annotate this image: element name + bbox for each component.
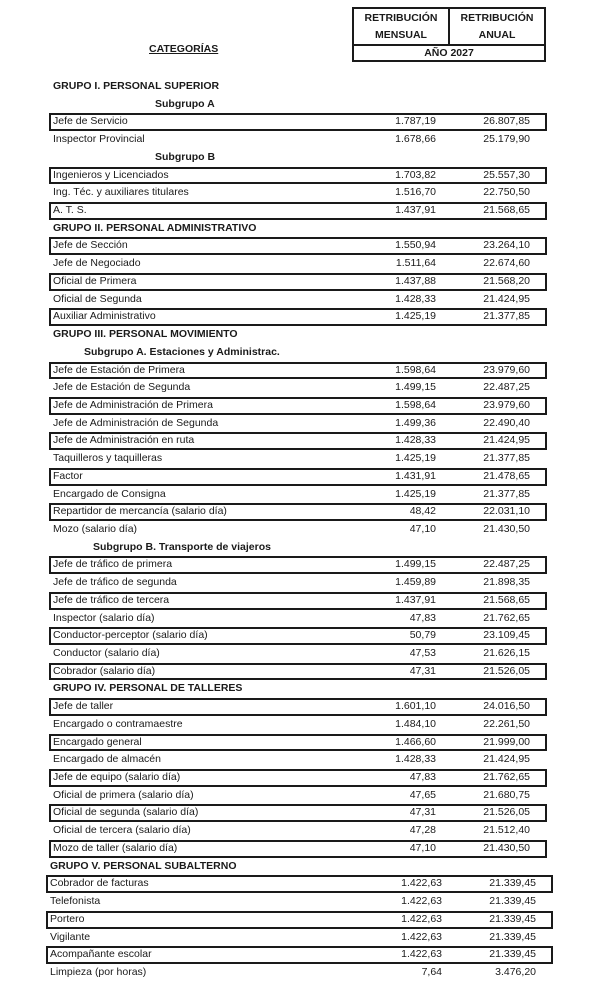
category-label: Mozo de taller (salario día) — [53, 841, 178, 854]
group-title: GRUPO I. PERSONAL SUPERIOR — [53, 80, 220, 92]
table-row — [0, 804, 604, 822]
annual-pay: 22.490,40 — [483, 416, 530, 429]
annual-pay: 21.339,45 — [489, 895, 536, 908]
category-label: Conductor (salario día) — [53, 647, 160, 659]
annual-pay: 22.487,25 — [483, 558, 530, 571]
annual-pay: 21.377,85 — [483, 487, 530, 500]
subgroup-title: Subgrupo A — [155, 97, 215, 110]
monthly-pay: 1.437,88 — [395, 274, 436, 287]
monthly-pay: 1.459,89 — [395, 576, 436, 589]
table-row — [0, 734, 604, 752]
annual-pay: 23.264,10 — [483, 239, 530, 252]
monthly-pay: 1.598,64 — [395, 398, 436, 411]
header-mensual-line1: RETRIBUCIÓN — [364, 12, 438, 24]
group-title: GRUPO II. PERSONAL ADMINISTRATIVO — [53, 221, 257, 234]
header-mensual — [354, 9, 448, 44]
category-label: Acompañante escolar — [50, 948, 152, 961]
category-label: Oficial de tercera (salario día) — [53, 824, 191, 837]
annual-pay: 21.430,50 — [483, 522, 530, 535]
subgroup-title: Subgrupo B — [155, 150, 216, 163]
table-row — [0, 131, 604, 149]
category-label: A. T. S. — [53, 204, 87, 217]
category-label: Limpieza (por horas) — [50, 965, 147, 978]
table-row — [0, 769, 604, 787]
annual-pay: 25.557,30 — [483, 168, 530, 181]
table-row — [0, 255, 604, 273]
category-label: Mozo (salario día) — [53, 522, 138, 535]
category-label: Encargado o contramaestre — [53, 717, 183, 730]
monthly-pay: 1.601,10 — [395, 700, 436, 713]
category-label: Cobrador (salario día) — [53, 664, 156, 677]
monthly-pay: 1.598,64 — [395, 363, 436, 376]
category-label: Jefe de Estación de Primera — [53, 363, 185, 376]
categories-title: CATEGORÍAS — [149, 43, 219, 55]
category-label: Jefe de taller — [53, 700, 114, 713]
monthly-pay: 1.425,19 — [395, 487, 436, 500]
annual-pay: 23.109,45 — [483, 629, 530, 642]
annual-pay: 23.979,60 — [483, 398, 530, 411]
table-row — [0, 663, 604, 681]
table-row — [0, 645, 604, 663]
monthly-pay: 1.499,15 — [395, 558, 436, 571]
category-label: Ingenieros y Licenciados — [53, 168, 169, 181]
annual-pay: 21.626,15 — [483, 647, 530, 659]
monthly-pay: 1.422,63 — [401, 877, 442, 890]
category-label: Auxiliar Administrativo — [53, 310, 156, 323]
table-row — [0, 202, 604, 220]
monthly-pay: 1.422,63 — [401, 948, 442, 961]
monthly-pay: 1.422,63 — [401, 895, 442, 908]
annual-pay: 21.339,45 — [489, 877, 536, 890]
monthly-pay: 1.425,19 — [395, 310, 436, 323]
annual-pay: 21.339,45 — [489, 930, 536, 943]
category-label: Jefe de Administración de Primera — [53, 398, 213, 411]
subgroup-title: Subgrupo A. Estaciones y Administrac. — [84, 345, 280, 358]
salary-table — [0, 78, 604, 982]
category-label: Repartidor de mercancía (salario día) — [53, 505, 227, 518]
table-row — [0, 946, 604, 964]
annual-pay: 26.807,85 — [483, 115, 530, 128]
table-row — [0, 556, 604, 574]
annual-pay: 22.487,25 — [483, 381, 530, 394]
monthly-pay: 47,10 — [409, 841, 436, 854]
table-row — [0, 362, 604, 380]
column-header-box — [352, 7, 546, 62]
table-row — [0, 379, 604, 397]
monthly-pay: 1.422,63 — [401, 912, 442, 925]
monthly-pay: 1.484,10 — [395, 717, 436, 730]
monthly-pay: 1.787,19 — [395, 115, 436, 128]
header-mensual-line2: MENSUAL — [375, 29, 427, 41]
category-label: Jefe de tráfico de primera — [53, 558, 173, 571]
monthly-pay: 47,31 — [409, 664, 436, 677]
annual-pay: 21.526,05 — [483, 806, 530, 819]
category-label: Oficial de primera (salario día) — [53, 788, 194, 801]
monthly-pay: 1.428,33 — [395, 434, 436, 447]
header-anual-line2: ANUAL — [478, 29, 516, 41]
category-label: Factor — [53, 469, 83, 482]
monthly-pay: 1.422,63 — [401, 930, 442, 943]
monthly-pay: 47,53 — [409, 647, 436, 659]
monthly-pay: 1.437,91 — [395, 593, 436, 606]
monthly-pay: 1.425,19 — [395, 452, 436, 465]
table-row — [0, 875, 604, 893]
monthly-pay: 1.499,36 — [395, 416, 436, 429]
monthly-pay: 1.678,66 — [395, 133, 436, 146]
category-label: Ing. Téc. y auxiliares titulares — [53, 186, 189, 199]
annual-pay: 21.999,00 — [483, 735, 530, 748]
monthly-pay: 47,65 — [409, 788, 436, 801]
annual-pay: 21.762,65 — [483, 611, 530, 624]
monthly-pay: 47,28 — [409, 824, 436, 837]
annual-pay: 3.476,20 — [495, 965, 536, 978]
table-row — [0, 397, 604, 415]
annual-pay: 23.979,60 — [483, 363, 530, 376]
category-label: Jefe de Estación de Segunda — [53, 381, 191, 394]
category-label: Portero — [50, 912, 85, 925]
annual-pay: 21.430,50 — [483, 841, 530, 854]
annual-pay: 25.179,90 — [483, 133, 530, 146]
monthly-pay: 1.437,91 — [395, 204, 436, 217]
monthly-pay: 1.428,33 — [395, 753, 436, 766]
category-label: Jefe de equipo (salario día) — [53, 771, 181, 784]
subgroup-title: Subgrupo B. Transporte de viajeros — [93, 540, 271, 553]
monthly-pay: 1.511,64 — [395, 257, 436, 270]
table-row — [0, 521, 604, 539]
annual-pay: 21.424,95 — [483, 292, 530, 305]
annual-pay: 21.568,65 — [483, 204, 530, 217]
group-section — [0, 220, 604, 326]
annual-pay: 22.674,60 — [483, 257, 530, 270]
monthly-pay: 50,79 — [409, 629, 436, 642]
annual-pay: 21.898,35 — [483, 576, 530, 589]
group-section — [0, 680, 604, 857]
table-row — [0, 415, 604, 433]
annual-pay: 21.512,40 — [483, 824, 530, 837]
table-row — [0, 503, 604, 521]
annual-pay: 21.762,65 — [483, 771, 530, 784]
annual-pay: 21.377,85 — [483, 452, 530, 465]
header-year: AÑO 2027 — [424, 47, 474, 59]
table-row — [0, 167, 604, 185]
table-row — [0, 698, 604, 716]
table-row — [0, 893, 604, 911]
category-label: Telefonista — [50, 895, 101, 908]
table-row — [0, 273, 604, 291]
table-row — [0, 716, 604, 734]
annual-pay: 21.339,45 — [489, 912, 536, 925]
monthly-pay: 1.466,60 — [395, 735, 436, 748]
monthly-pay: 48,42 — [409, 505, 436, 518]
table-row — [0, 822, 604, 840]
category-label: Conductor-perceptor (salario día) — [53, 629, 208, 642]
monthly-pay: 1.431,91 — [395, 469, 436, 482]
category-label: Oficial de Primera — [53, 274, 137, 287]
annual-pay: 22.750,50 — [483, 186, 530, 199]
table-row — [0, 113, 604, 131]
table-row — [0, 964, 604, 982]
monthly-pay: 47,83 — [409, 611, 436, 624]
annual-pay: 21.568,65 — [483, 593, 530, 606]
table-row — [0, 929, 604, 947]
group-title: GRUPO III. PERSONAL MOVIMIENTO — [53, 328, 238, 341]
category-label: Jefe de Sección — [53, 239, 128, 252]
category-label: Vigilante — [50, 930, 91, 943]
annual-pay: 24.016,50 — [483, 700, 530, 713]
table-row — [0, 468, 604, 486]
category-label: Encargado de almacén — [53, 753, 161, 766]
monthly-pay: 47,10 — [409, 522, 436, 535]
group-title: GRUPO V. PERSONAL SUBALTERNO — [50, 859, 237, 872]
header-anual — [448, 9, 544, 44]
table-row — [0, 308, 604, 326]
category-label: Jefe de tráfico de segunda — [53, 576, 177, 589]
annual-pay: 21.377,85 — [483, 310, 530, 323]
table-row — [0, 486, 604, 504]
category-label: Inspector Provincial — [53, 133, 145, 146]
annual-pay: 21.478,65 — [483, 469, 530, 482]
monthly-pay: 7,64 — [421, 965, 442, 978]
category-label: Jefe de Negociado — [53, 257, 141, 270]
monthly-pay: 47,83 — [409, 771, 436, 784]
table-row — [0, 840, 604, 858]
group-section — [0, 326, 604, 680]
table-row — [0, 184, 604, 202]
table-row — [0, 237, 604, 255]
category-label: Taquilleros y taquilleras — [53, 452, 163, 465]
table-row — [0, 751, 604, 769]
monthly-pay: 1.499,15 — [395, 381, 436, 394]
annual-pay: 21.568,20 — [483, 274, 530, 287]
table-row — [0, 432, 604, 450]
category-label: Oficial de Segunda — [53, 292, 142, 305]
annual-pay: 22.031,10 — [483, 505, 530, 518]
annual-pay: 21.680,75 — [483, 788, 530, 801]
category-label: Jefe de Administración de Segunda — [53, 416, 219, 429]
table-row — [0, 787, 604, 805]
group-title: GRUPO IV. PERSONAL DE TALLERES — [53, 682, 243, 695]
monthly-pay: 1.550,94 — [395, 239, 436, 252]
category-label: Jefe de tráfico de tercera — [53, 593, 170, 606]
monthly-pay: 47,31 — [409, 806, 436, 819]
table-row — [0, 291, 604, 309]
header-anual-line1: RETRIBUCIÓN — [460, 12, 534, 24]
annual-pay: 21.339,45 — [489, 948, 536, 961]
table-row — [0, 450, 604, 468]
table-row — [0, 911, 604, 929]
table-row — [0, 627, 604, 645]
category-label: Jefe de Administración en ruta — [53, 434, 195, 447]
group-section — [0, 858, 604, 982]
table-row — [0, 610, 604, 628]
monthly-pay: 1.516,70 — [395, 186, 436, 199]
category-label: Encargado de Consigna — [53, 487, 166, 500]
table-row — [0, 592, 604, 610]
monthly-pay: 1.703,82 — [395, 168, 436, 181]
monthly-pay: 1.428,33 — [395, 292, 436, 305]
group-section — [0, 78, 604, 220]
annual-pay: 21.424,95 — [483, 434, 530, 447]
annual-pay: 21.424,95 — [483, 753, 530, 766]
category-label: Encargado general — [53, 735, 142, 748]
category-label: Oficial de segunda (salario día) — [53, 806, 199, 819]
table-row — [0, 574, 604, 592]
category-label: Cobrador de facturas — [50, 877, 149, 890]
category-label: Jefe de Servicio — [53, 115, 128, 128]
category-label: Inspector (salario día) — [53, 611, 155, 624]
annual-pay: 21.526,05 — [483, 664, 530, 677]
annual-pay: 22.261,50 — [483, 717, 530, 730]
